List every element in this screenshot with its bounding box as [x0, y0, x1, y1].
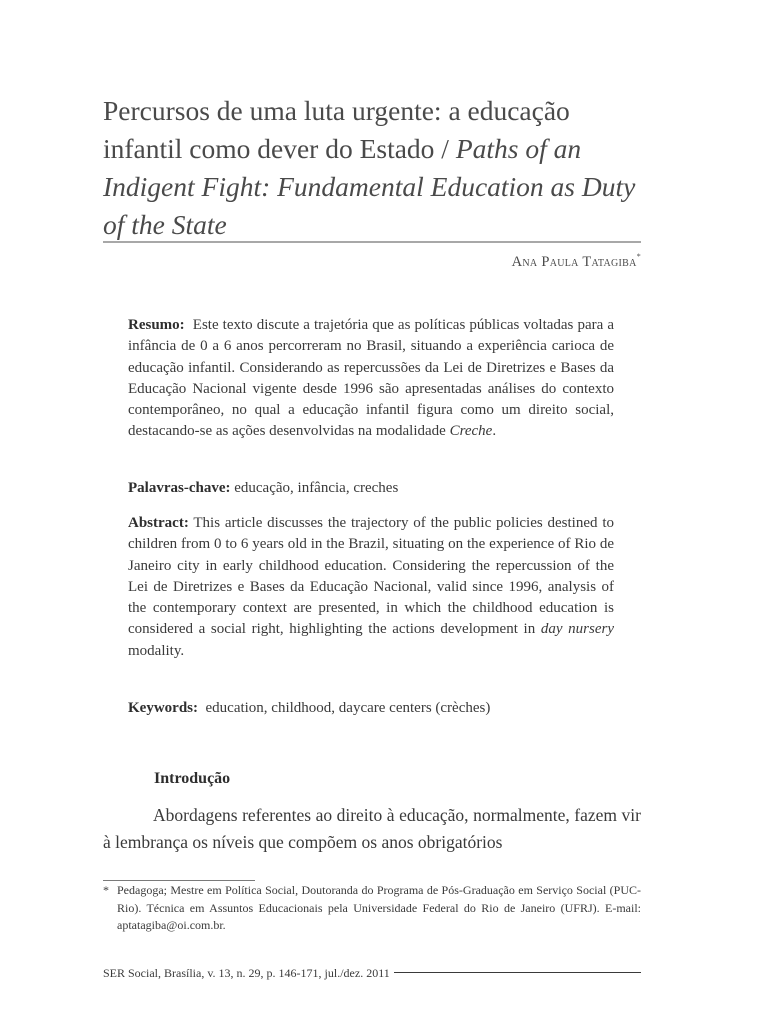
- abstract-italic: day nursery: [540, 621, 614, 638]
- author-name: Ana Paula Tatagiba: [511, 254, 637, 270]
- footnote: [103, 882, 641, 935]
- palavras-chave-label: Palavras-chave:: [128, 480, 231, 496]
- footer-citation: SER Social, Brasília, v. 13, n. 29, p. 146-171, jul./dez. 2011: [103, 966, 394, 980]
- footnote-rule: [103, 880, 255, 881]
- title-english: Paths of an Indigent Fight: Fundamental Education as Duty of the State: [103, 133, 636, 240]
- resumo-label: Resumo:: [128, 317, 185, 333]
- keywords-paragraph: [128, 698, 614, 719]
- keywords-label: Keywords:: [128, 700, 198, 716]
- title-rule: [103, 241, 641, 243]
- author-footnote-mark: *: [636, 252, 641, 261]
- title-portuguese: Percursos de uma luta urgente: a educação infantil como dever do Estado /: [103, 95, 570, 164]
- abstract-end: modality.: [128, 642, 185, 659]
- footnote-mark: *: [103, 883, 109, 897]
- resumo-paragraph: [128, 315, 614, 443]
- resumo-end: .: [492, 423, 497, 440]
- article-title: [103, 92, 643, 244]
- section-heading-introducao: Introdução: [154, 770, 231, 787]
- intro-paragraph: Abordagens referentes ao direito à educação, normalmente, fazem vir à lembrança os níveis que compõem os anos obrigatórios: [103, 805, 641, 852]
- keywords-text: education, childhood, daycare centers (crèches): [205, 700, 491, 716]
- resumo-text: Este texto discute a trajetória que as políticas públicas voltadas para a infância de 0 a 6 anos percorreram no Brasil, situando a experiência carioca de educação infantil. Considerando as repercussões da Lei de Diretrizes e Bases da Educação Nacional vigente desde 1996 são apresentadas análises do contexto contemporâneo, no qual a educação infantil figura como um direito social, destacando-se as ações desenvolvidas na modalidade: [128, 317, 614, 440]
- author-line: [512, 254, 641, 271]
- abstract-paragraph: [128, 513, 614, 662]
- resumo-italic: Creche: [449, 423, 493, 440]
- page-footer: [103, 964, 641, 982]
- palavras-chave-paragraph: [128, 478, 614, 499]
- palavras-chave-text: educação, infância, creches: [234, 480, 399, 496]
- footnote-text: Pedagoga; Mestre em Política Social, Doutoranda do Programa de Pós-Graduação em Serviço Social (PUC-Rio). Técnica em Assuntos Educacionais pela Universidade Federal do Rio de Janeiro (UFRJ). E-mail: aptatagiba@oi.com.br.: [117, 883, 641, 932]
- abstract-text: This article discusses the trajectory of the public policies destined to children from 0 to 6 years old in the Brazil, situating on the experience of Rio de Janeiro city in early childhood education. Considering the repercussion of the Lei de Diretrizes e Bases da Educação Nacional, valid since 1996, analysis of the contemporary context are presented, in which the childhood education is considered a social right, highlighting the actions development in: [128, 515, 615, 638]
- abstract-label: Abstract:: [128, 515, 189, 531]
